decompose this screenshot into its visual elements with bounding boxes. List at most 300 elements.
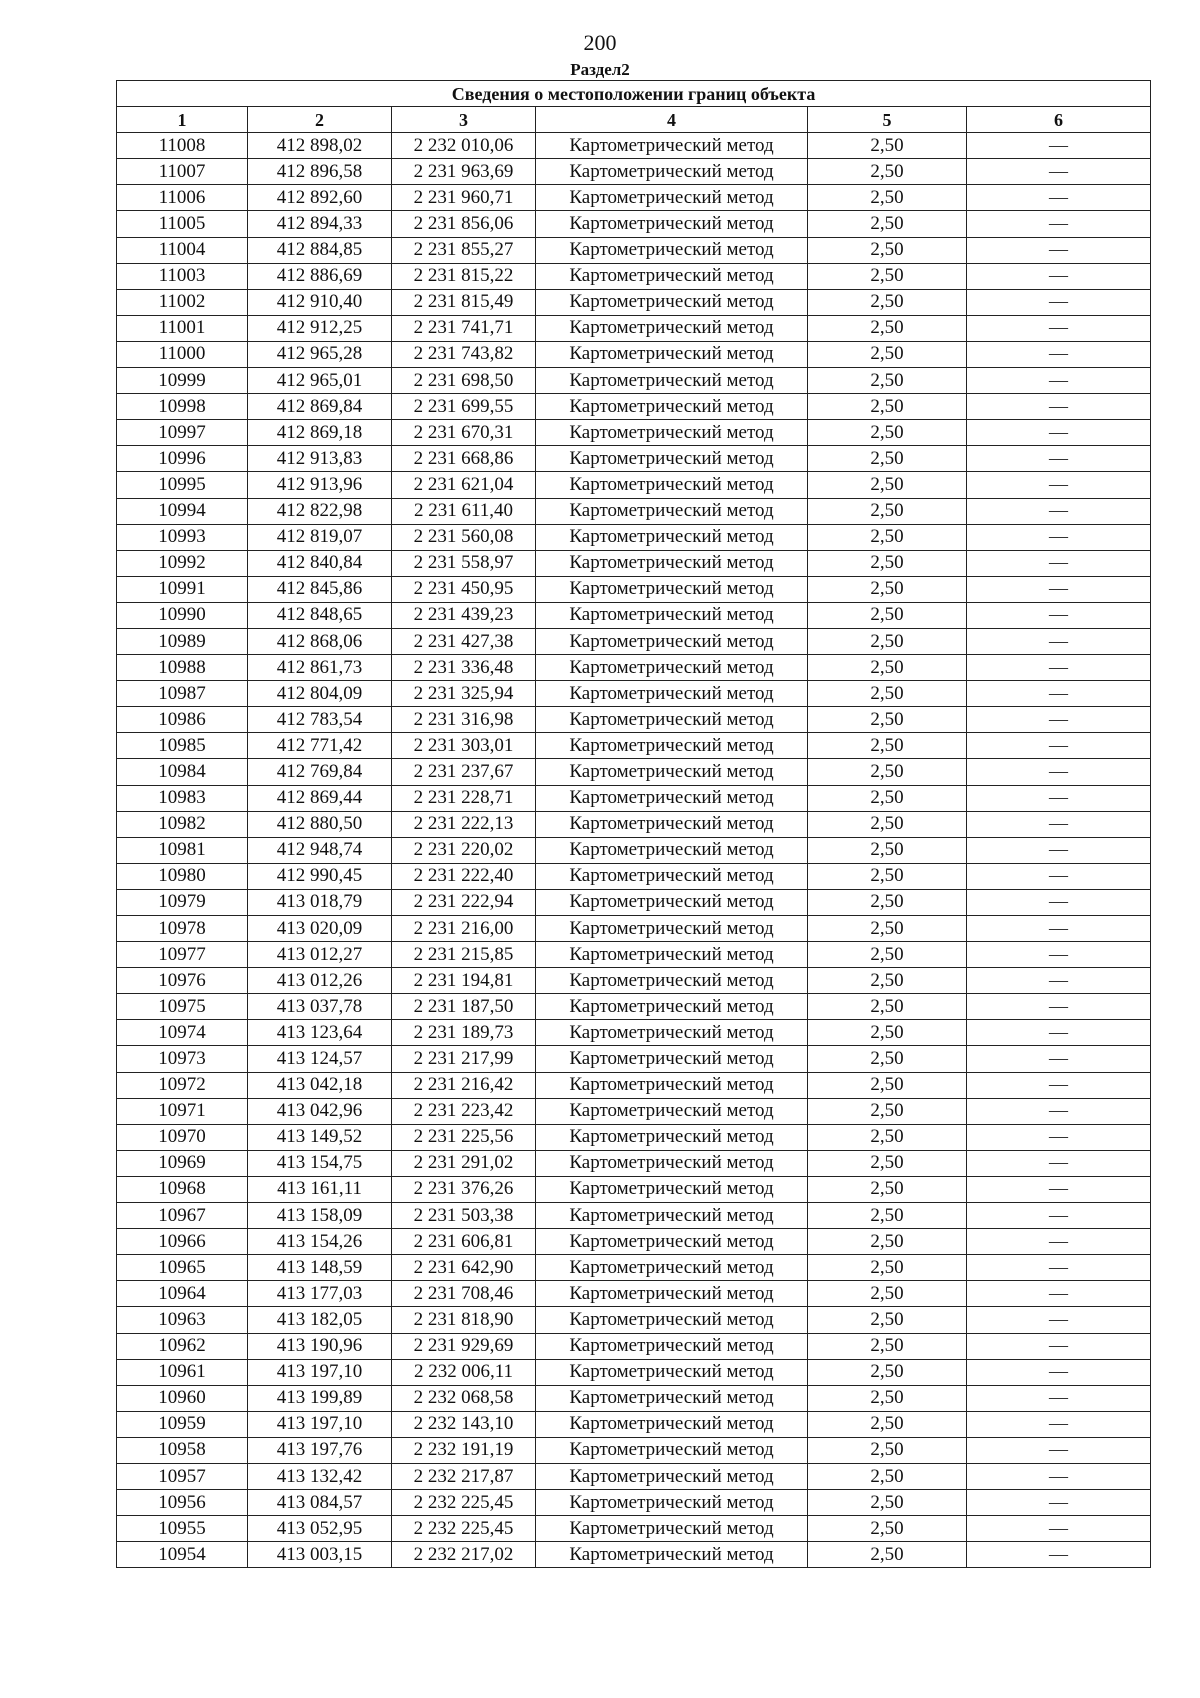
y-coordinate-cell: 2 231 222,13 — [392, 811, 536, 837]
y-coordinate-cell: 2 231 503,38 — [392, 1203, 536, 1229]
table-row — [117, 420, 1151, 446]
note-cell: — — [967, 446, 1151, 472]
note-cell: — — [967, 1124, 1151, 1150]
table-row — [117, 576, 1151, 602]
method-cell: Картометрический метод — [536, 1229, 808, 1255]
x-coordinate-cell: 412 783,54 — [248, 707, 392, 733]
method-cell: Картометрический метод — [536, 863, 808, 889]
note-cell: — — [967, 1385, 1151, 1411]
x-coordinate-cell: 413 197,76 — [248, 1437, 392, 1463]
y-coordinate-cell: 2 231 856,06 — [392, 211, 536, 237]
table-row — [117, 759, 1151, 785]
y-coordinate-cell: 2 231 439,23 — [392, 602, 536, 628]
accuracy-cell: 2,50 — [808, 811, 967, 837]
x-coordinate-cell: 412 845,86 — [248, 576, 392, 602]
method-cell: Картометрический метод — [536, 733, 808, 759]
point-number-cell: 10972 — [117, 1072, 248, 1098]
y-coordinate-cell: 2 231 741,71 — [392, 315, 536, 341]
point-number-cell: 10956 — [117, 1490, 248, 1516]
point-number-cell: 11005 — [117, 211, 248, 237]
accuracy-cell: 2,50 — [808, 1385, 967, 1411]
method-cell: Картометрический метод — [536, 394, 808, 420]
accuracy-cell: 2,50 — [808, 1150, 967, 1176]
point-number-cell: 10983 — [117, 785, 248, 811]
accuracy-cell: 2,50 — [808, 1359, 967, 1385]
table-row — [117, 472, 1151, 498]
note-cell: — — [967, 1072, 1151, 1098]
note-cell: — — [967, 1490, 1151, 1516]
table-row — [117, 1098, 1151, 1124]
accuracy-cell: 2,50 — [808, 446, 967, 472]
method-cell: Картометрический метод — [536, 1098, 808, 1124]
note-cell: — — [967, 1516, 1151, 1542]
accuracy-cell: 2,50 — [808, 602, 967, 628]
x-coordinate-cell: 412 965,01 — [248, 368, 392, 394]
accuracy-cell: 2,50 — [808, 1411, 967, 1437]
method-cell: Картометрический метод — [536, 811, 808, 837]
note-cell: — — [967, 1150, 1151, 1176]
point-number-cell: 10989 — [117, 628, 248, 654]
table-row — [117, 263, 1151, 289]
method-cell: Картометрический метод — [536, 576, 808, 602]
table-row — [117, 1463, 1151, 1489]
x-coordinate-cell: 412 869,18 — [248, 420, 392, 446]
note-cell: — — [967, 602, 1151, 628]
method-cell: Картометрический метод — [536, 1281, 808, 1307]
method-cell: Картометрический метод — [536, 1255, 808, 1281]
note-cell: — — [967, 1359, 1151, 1385]
y-coordinate-cell: 2 231 336,48 — [392, 655, 536, 681]
method-cell: Картометрический метод — [536, 837, 808, 863]
note-cell: — — [967, 916, 1151, 942]
accuracy-cell: 2,50 — [808, 1490, 967, 1516]
table-row — [117, 159, 1151, 185]
note-cell: — — [967, 263, 1151, 289]
note-cell: — — [967, 133, 1151, 159]
point-number-cell: 11007 — [117, 159, 248, 185]
accuracy-cell: 2,50 — [808, 1020, 967, 1046]
point-number-cell: 10999 — [117, 368, 248, 394]
note-cell: — — [967, 1020, 1151, 1046]
point-number-cell: 10981 — [117, 837, 248, 863]
table-caption: Сведения о местоположении границ объекта — [117, 81, 1151, 107]
table-row — [117, 733, 1151, 759]
x-coordinate-cell: 412 894,33 — [248, 211, 392, 237]
point-number-cell: 10954 — [117, 1542, 248, 1568]
point-number-cell: 10993 — [117, 524, 248, 550]
accuracy-cell: 2,50 — [808, 1333, 967, 1359]
point-number-cell: 10957 — [117, 1463, 248, 1489]
x-coordinate-cell: 412 896,58 — [248, 159, 392, 185]
y-coordinate-cell: 2 232 010,06 — [392, 133, 536, 159]
x-coordinate-cell: 412 912,25 — [248, 315, 392, 341]
point-number-cell: 10958 — [117, 1437, 248, 1463]
note-cell: — — [967, 472, 1151, 498]
y-coordinate-cell: 2 231 316,98 — [392, 707, 536, 733]
accuracy-cell: 2,50 — [808, 1229, 967, 1255]
point-number-cell: 10963 — [117, 1307, 248, 1333]
accuracy-cell: 2,50 — [808, 1463, 967, 1489]
note-cell: — — [967, 1411, 1151, 1437]
accuracy-cell: 2,50 — [808, 707, 967, 733]
coordinates-table — [116, 80, 1151, 1568]
table-row — [117, 1072, 1151, 1098]
column-header: 5 — [808, 107, 967, 133]
note-cell: — — [967, 341, 1151, 367]
y-coordinate-cell: 2 231 855,27 — [392, 237, 536, 263]
method-cell: Картометрический метод — [536, 1046, 808, 1072]
method-cell: Картометрический метод — [536, 1437, 808, 1463]
x-coordinate-cell: 412 869,44 — [248, 785, 392, 811]
accuracy-cell: 2,50 — [808, 420, 967, 446]
y-coordinate-cell: 2 232 217,87 — [392, 1463, 536, 1489]
point-number-cell: 10971 — [117, 1098, 248, 1124]
column-header: 4 — [536, 107, 808, 133]
x-coordinate-cell: 412 804,09 — [248, 681, 392, 707]
point-number-cell: 10998 — [117, 394, 248, 420]
point-number-cell: 10986 — [117, 707, 248, 733]
accuracy-cell: 2,50 — [808, 1255, 967, 1281]
y-coordinate-cell: 2 232 068,58 — [392, 1385, 536, 1411]
y-coordinate-cell: 2 231 642,90 — [392, 1255, 536, 1281]
y-coordinate-cell: 2 231 698,50 — [392, 368, 536, 394]
accuracy-cell: 2,50 — [808, 655, 967, 681]
table-row — [117, 655, 1151, 681]
accuracy-cell: 2,50 — [808, 1124, 967, 1150]
point-number-cell: 11008 — [117, 133, 248, 159]
point-number-cell: 11000 — [117, 341, 248, 367]
x-coordinate-cell: 413 042,96 — [248, 1098, 392, 1124]
accuracy-cell: 2,50 — [808, 394, 967, 420]
note-cell: — — [967, 889, 1151, 915]
point-number-cell: 10975 — [117, 994, 248, 1020]
method-cell: Картометрический метод — [536, 498, 808, 524]
note-cell: — — [967, 1542, 1151, 1568]
note-cell: — — [967, 576, 1151, 602]
table-row — [117, 524, 1151, 550]
table-row — [117, 368, 1151, 394]
x-coordinate-cell: 412 769,84 — [248, 759, 392, 785]
method-cell: Картометрический метод — [536, 1411, 808, 1437]
method-cell: Картометрический метод — [536, 785, 808, 811]
accuracy-cell: 2,50 — [808, 1281, 967, 1307]
note-cell: — — [967, 1176, 1151, 1202]
accuracy-cell: 2,50 — [808, 185, 967, 211]
accuracy-cell: 2,50 — [808, 472, 967, 498]
note-cell: — — [967, 211, 1151, 237]
note-cell: — — [967, 785, 1151, 811]
accuracy-cell: 2,50 — [808, 1098, 967, 1124]
point-number-cell: 10980 — [117, 863, 248, 889]
y-coordinate-cell: 2 231 560,08 — [392, 524, 536, 550]
note-cell: — — [967, 942, 1151, 968]
x-coordinate-cell: 412 913,83 — [248, 446, 392, 472]
method-cell: Картометрический метод — [536, 1359, 808, 1385]
method-cell: Картометрический метод — [536, 602, 808, 628]
accuracy-cell: 2,50 — [808, 315, 967, 341]
note-cell: — — [967, 550, 1151, 576]
point-number-cell: 10966 — [117, 1229, 248, 1255]
table-row — [117, 1203, 1151, 1229]
table-header-row — [117, 107, 1151, 133]
accuracy-cell: 2,50 — [808, 889, 967, 915]
point-number-cell: 10984 — [117, 759, 248, 785]
method-cell: Картометрический метод — [536, 759, 808, 785]
point-number-cell: 10987 — [117, 681, 248, 707]
method-cell: Картометрический метод — [536, 1463, 808, 1489]
note-cell: — — [967, 289, 1151, 315]
x-coordinate-cell: 412 848,65 — [248, 602, 392, 628]
note-cell: — — [967, 1255, 1151, 1281]
x-coordinate-cell: 413 012,27 — [248, 942, 392, 968]
table-row — [117, 133, 1151, 159]
accuracy-cell: 2,50 — [808, 133, 967, 159]
x-coordinate-cell: 412 990,45 — [248, 863, 392, 889]
table-row — [117, 602, 1151, 628]
y-coordinate-cell: 2 231 558,97 — [392, 550, 536, 576]
table-row — [117, 550, 1151, 576]
point-number-cell: 10964 — [117, 1281, 248, 1307]
note-cell: — — [967, 707, 1151, 733]
point-number-cell: 10979 — [117, 889, 248, 915]
x-coordinate-cell: 413 012,26 — [248, 968, 392, 994]
x-coordinate-cell: 413 177,03 — [248, 1281, 392, 1307]
method-cell: Картометрический метод — [536, 341, 808, 367]
x-coordinate-cell: 412 898,02 — [248, 133, 392, 159]
x-coordinate-cell: 413 154,75 — [248, 1150, 392, 1176]
accuracy-cell: 2,50 — [808, 1176, 967, 1202]
x-coordinate-cell: 413 037,78 — [248, 994, 392, 1020]
method-cell: Картометрический метод — [536, 1307, 808, 1333]
accuracy-cell: 2,50 — [808, 498, 967, 524]
y-coordinate-cell: 2 231 187,50 — [392, 994, 536, 1020]
note-cell: — — [967, 811, 1151, 837]
method-cell: Картометрический метод — [536, 289, 808, 315]
y-coordinate-cell: 2 232 217,02 — [392, 1542, 536, 1568]
table-row — [117, 498, 1151, 524]
y-coordinate-cell: 2 231 668,86 — [392, 446, 536, 472]
note-cell: — — [967, 1307, 1151, 1333]
table-caption-row — [117, 81, 1151, 107]
point-number-cell: 10990 — [117, 602, 248, 628]
y-coordinate-cell: 2 231 216,00 — [392, 916, 536, 942]
note-cell: — — [967, 759, 1151, 785]
y-coordinate-cell: 2 231 708,46 — [392, 1281, 536, 1307]
point-number-cell: 10997 — [117, 420, 248, 446]
note-cell: — — [967, 1203, 1151, 1229]
method-cell: Картометрический метод — [536, 942, 808, 968]
x-coordinate-cell: 412 910,40 — [248, 289, 392, 315]
point-number-cell: 10995 — [117, 472, 248, 498]
method-cell: Картометрический метод — [536, 550, 808, 576]
table-row — [117, 837, 1151, 863]
y-coordinate-cell: 2 231 225,56 — [392, 1124, 536, 1150]
note-cell: — — [967, 968, 1151, 994]
table-row — [117, 889, 1151, 915]
method-cell: Картометрический метод — [536, 185, 808, 211]
x-coordinate-cell: 413 042,18 — [248, 1072, 392, 1098]
x-coordinate-cell: 413 018,79 — [248, 889, 392, 915]
x-coordinate-cell: 412 861,73 — [248, 655, 392, 681]
x-coordinate-cell: 413 132,42 — [248, 1463, 392, 1489]
note-cell: — — [967, 1098, 1151, 1124]
accuracy-cell: 2,50 — [808, 237, 967, 263]
column-header: 6 — [967, 107, 1151, 133]
x-coordinate-cell: 413 123,64 — [248, 1020, 392, 1046]
table-row — [117, 1255, 1151, 1281]
table-row — [117, 1385, 1151, 1411]
table-row — [117, 1542, 1151, 1568]
method-cell: Картометрический метод — [536, 1542, 808, 1568]
x-coordinate-cell: 413 124,57 — [248, 1046, 392, 1072]
table-row — [117, 1437, 1151, 1463]
x-coordinate-cell: 413 197,10 — [248, 1411, 392, 1437]
table-body — [117, 133, 1151, 1568]
x-coordinate-cell: 413 197,10 — [248, 1359, 392, 1385]
x-coordinate-cell: 412 886,69 — [248, 263, 392, 289]
note-cell: — — [967, 394, 1151, 420]
point-number-cell: 10961 — [117, 1359, 248, 1385]
table-row — [117, 446, 1151, 472]
x-coordinate-cell: 412 868,06 — [248, 628, 392, 654]
table-row — [117, 1490, 1151, 1516]
table-row — [117, 1359, 1151, 1385]
accuracy-cell: 2,50 — [808, 524, 967, 550]
x-coordinate-cell: 412 948,74 — [248, 837, 392, 863]
method-cell: Картометрический метод — [536, 368, 808, 394]
table-row — [117, 942, 1151, 968]
y-coordinate-cell: 2 231 929,69 — [392, 1333, 536, 1359]
accuracy-cell: 2,50 — [808, 576, 967, 602]
table-row — [117, 1307, 1151, 1333]
x-coordinate-cell: 412 880,50 — [248, 811, 392, 837]
x-coordinate-cell: 413 158,09 — [248, 1203, 392, 1229]
table-row — [117, 1020, 1151, 1046]
method-cell: Картометрический метод — [536, 681, 808, 707]
point-number-cell: 10985 — [117, 733, 248, 759]
accuracy-cell: 2,50 — [808, 263, 967, 289]
accuracy-cell: 2,50 — [808, 837, 967, 863]
y-coordinate-cell: 2 231 376,26 — [392, 1176, 536, 1202]
accuracy-cell: 2,50 — [808, 628, 967, 654]
point-number-cell: 10976 — [117, 968, 248, 994]
method-cell: Картометрический метод — [536, 994, 808, 1020]
y-coordinate-cell: 2 231 699,55 — [392, 394, 536, 420]
point-number-cell: 11001 — [117, 315, 248, 341]
y-coordinate-cell: 2 231 963,69 — [392, 159, 536, 185]
accuracy-cell: 2,50 — [808, 1072, 967, 1098]
point-number-cell: 10955 — [117, 1516, 248, 1542]
note-cell: — — [967, 655, 1151, 681]
note-cell: — — [967, 681, 1151, 707]
x-coordinate-cell: 412 840,84 — [248, 550, 392, 576]
y-coordinate-cell: 2 232 225,45 — [392, 1490, 536, 1516]
y-coordinate-cell: 2 231 743,82 — [392, 341, 536, 367]
note-cell: — — [967, 837, 1151, 863]
y-coordinate-cell: 2 231 960,71 — [392, 185, 536, 211]
y-coordinate-cell: 2 232 225,45 — [392, 1516, 536, 1542]
method-cell: Картометрический метод — [536, 446, 808, 472]
method-cell: Картометрический метод — [536, 1203, 808, 1229]
column-header: 1 — [117, 107, 248, 133]
method-cell: Картометрический метод — [536, 916, 808, 942]
point-number-cell: 11004 — [117, 237, 248, 263]
y-coordinate-cell: 2 231 222,94 — [392, 889, 536, 915]
accuracy-cell: 2,50 — [808, 785, 967, 811]
accuracy-cell: 2,50 — [808, 289, 967, 315]
point-number-cell: 11002 — [117, 289, 248, 315]
table-row — [117, 1046, 1151, 1072]
y-coordinate-cell: 2 231 818,90 — [392, 1307, 536, 1333]
point-number-cell: 10991 — [117, 576, 248, 602]
table-row — [117, 315, 1151, 341]
y-coordinate-cell: 2 231 815,22 — [392, 263, 536, 289]
point-number-cell: 10959 — [117, 1411, 248, 1437]
y-coordinate-cell: 2 232 191,19 — [392, 1437, 536, 1463]
point-number-cell: 10973 — [117, 1046, 248, 1072]
note-cell: — — [967, 1281, 1151, 1307]
y-coordinate-cell: 2 231 220,02 — [392, 837, 536, 863]
accuracy-cell: 2,50 — [808, 863, 967, 889]
table-row — [117, 1176, 1151, 1202]
table-row — [117, 1333, 1151, 1359]
x-coordinate-cell: 413 149,52 — [248, 1124, 392, 1150]
table-row — [117, 1150, 1151, 1176]
accuracy-cell: 2,50 — [808, 759, 967, 785]
accuracy-cell: 2,50 — [808, 1437, 967, 1463]
method-cell: Картометрический метод — [536, 159, 808, 185]
method-cell: Картометрический метод — [536, 1150, 808, 1176]
y-coordinate-cell: 2 231 223,42 — [392, 1098, 536, 1124]
table-row — [117, 811, 1151, 837]
x-coordinate-cell: 412 819,07 — [248, 524, 392, 550]
point-number-cell: 10974 — [117, 1020, 248, 1046]
y-coordinate-cell: 2 231 228,71 — [392, 785, 536, 811]
point-number-cell: 11006 — [117, 185, 248, 211]
y-coordinate-cell: 2 231 222,40 — [392, 863, 536, 889]
method-cell: Картометрический метод — [536, 315, 808, 341]
y-coordinate-cell: 2 231 215,85 — [392, 942, 536, 968]
column-header: 3 — [392, 107, 536, 133]
table-row — [117, 1411, 1151, 1437]
y-coordinate-cell: 2 231 291,02 — [392, 1150, 536, 1176]
method-cell: Картометрический метод — [536, 524, 808, 550]
note-cell: — — [967, 1229, 1151, 1255]
y-coordinate-cell: 2 231 189,73 — [392, 1020, 536, 1046]
table-row — [117, 394, 1151, 420]
accuracy-cell: 2,50 — [808, 211, 967, 237]
note-cell: — — [967, 994, 1151, 1020]
point-number-cell: 10996 — [117, 446, 248, 472]
point-number-cell: 10965 — [117, 1255, 248, 1281]
accuracy-cell: 2,50 — [808, 159, 967, 185]
method-cell: Картометрический метод — [536, 472, 808, 498]
x-coordinate-cell: 413 084,57 — [248, 1490, 392, 1516]
y-coordinate-cell: 2 232 006,11 — [392, 1359, 536, 1385]
table-row — [117, 289, 1151, 315]
method-cell: Картометрический метод — [536, 211, 808, 237]
table-row — [117, 681, 1151, 707]
note-cell: — — [967, 1437, 1151, 1463]
table-row — [117, 185, 1151, 211]
note-cell: — — [967, 733, 1151, 759]
x-coordinate-cell: 413 190,96 — [248, 1333, 392, 1359]
note-cell: — — [967, 368, 1151, 394]
accuracy-cell: 2,50 — [808, 994, 967, 1020]
y-coordinate-cell: 2 231 427,38 — [392, 628, 536, 654]
x-coordinate-cell: 413 161,11 — [248, 1176, 392, 1202]
point-number-cell: 10992 — [117, 550, 248, 576]
